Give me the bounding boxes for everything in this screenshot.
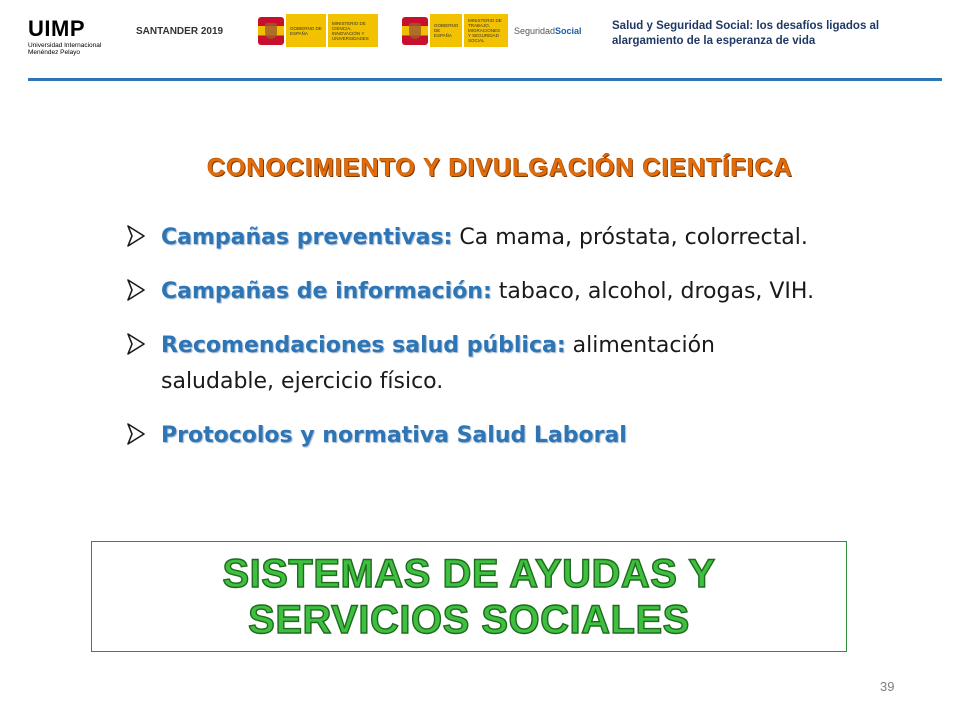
bullet-key: Recomendaciones salud pública: [161, 333, 566, 358]
ministry-trabajo-logo [402, 14, 588, 47]
list-item [126, 220, 926, 256]
ministry-ciencia-logo [258, 14, 379, 47]
uimp-logo-word: UIMP [28, 16, 85, 41]
arrow-right-icon [126, 278, 146, 302]
uimp-logo-subtitle-2: Menéndez Pelayo [28, 49, 81, 56]
bullet-key: Campañas preventivas: [161, 225, 453, 250]
uimp-logo-subtitle-1: Universidad Internacional [28, 42, 102, 49]
header-divider [28, 78, 942, 81]
section-title: CONOCIMIENTO Y DIVULGACIÓN CIENTÍFICA [207, 154, 793, 182]
arrow-right-icon [126, 332, 146, 356]
bullet-key: Protocolos y normativa Salud Laboral [161, 423, 627, 448]
slide-header [0, 0, 960, 80]
bullet-key: Campañas de información: [161, 279, 492, 304]
gov2-right-text: MINISTERIO DE TRABAJO, MIGRACIONES Y SEGURIDAD SOCIAL [464, 14, 508, 47]
highlight-line-1: SISTEMAS DE AYUDAS Y [222, 551, 716, 596]
presentation-title-line1: Salud y Seguridad Social: los desafíos ligados al [612, 20, 880, 32]
bullet-text: Ca mama, próstata, colorrectal. [452, 225, 808, 250]
highlight-line-2: SERVICIOS SOCIALES [248, 597, 690, 642]
highlight-box [91, 541, 847, 652]
page-number: 39 [880, 679, 895, 694]
uimp-logo [28, 18, 108, 56]
spain-coat-of-arms-icon [402, 17, 428, 45]
gov1-right-text: MINISTERIO DE CIENCIA, INNOVACIÓN Y UNIVERSIDADES [328, 14, 378, 47]
arrow-right-icon [126, 422, 146, 446]
spain-coat-of-arms-icon [258, 17, 284, 45]
list-item [126, 418, 926, 454]
presentation-title-line2: alargamiento de la esperanza de vida [612, 35, 816, 47]
bullet-text: tabaco, alcohol, drogas, VIH. [491, 279, 815, 304]
arrow-right-icon [126, 224, 146, 248]
seguridad-social-logo-part2: Social [555, 25, 582, 36]
bullet-text: alimentación saludable, ejercicio físico. [161, 333, 715, 394]
seguridad-social-logo [514, 26, 582, 36]
bullet-list [126, 220, 926, 472]
gov2-left-text: GOBIERNO DE ESPAÑA [430, 14, 462, 47]
presentation-title [612, 19, 932, 49]
list-item [126, 328, 821, 400]
list-item [126, 274, 926, 310]
gov1-left-text: GOBIERNO DE ESPAÑA [286, 14, 326, 47]
seguridad-social-logo-part1: Seguridad [514, 25, 556, 36]
event-label: SANTANDER 2019 [136, 26, 224, 37]
